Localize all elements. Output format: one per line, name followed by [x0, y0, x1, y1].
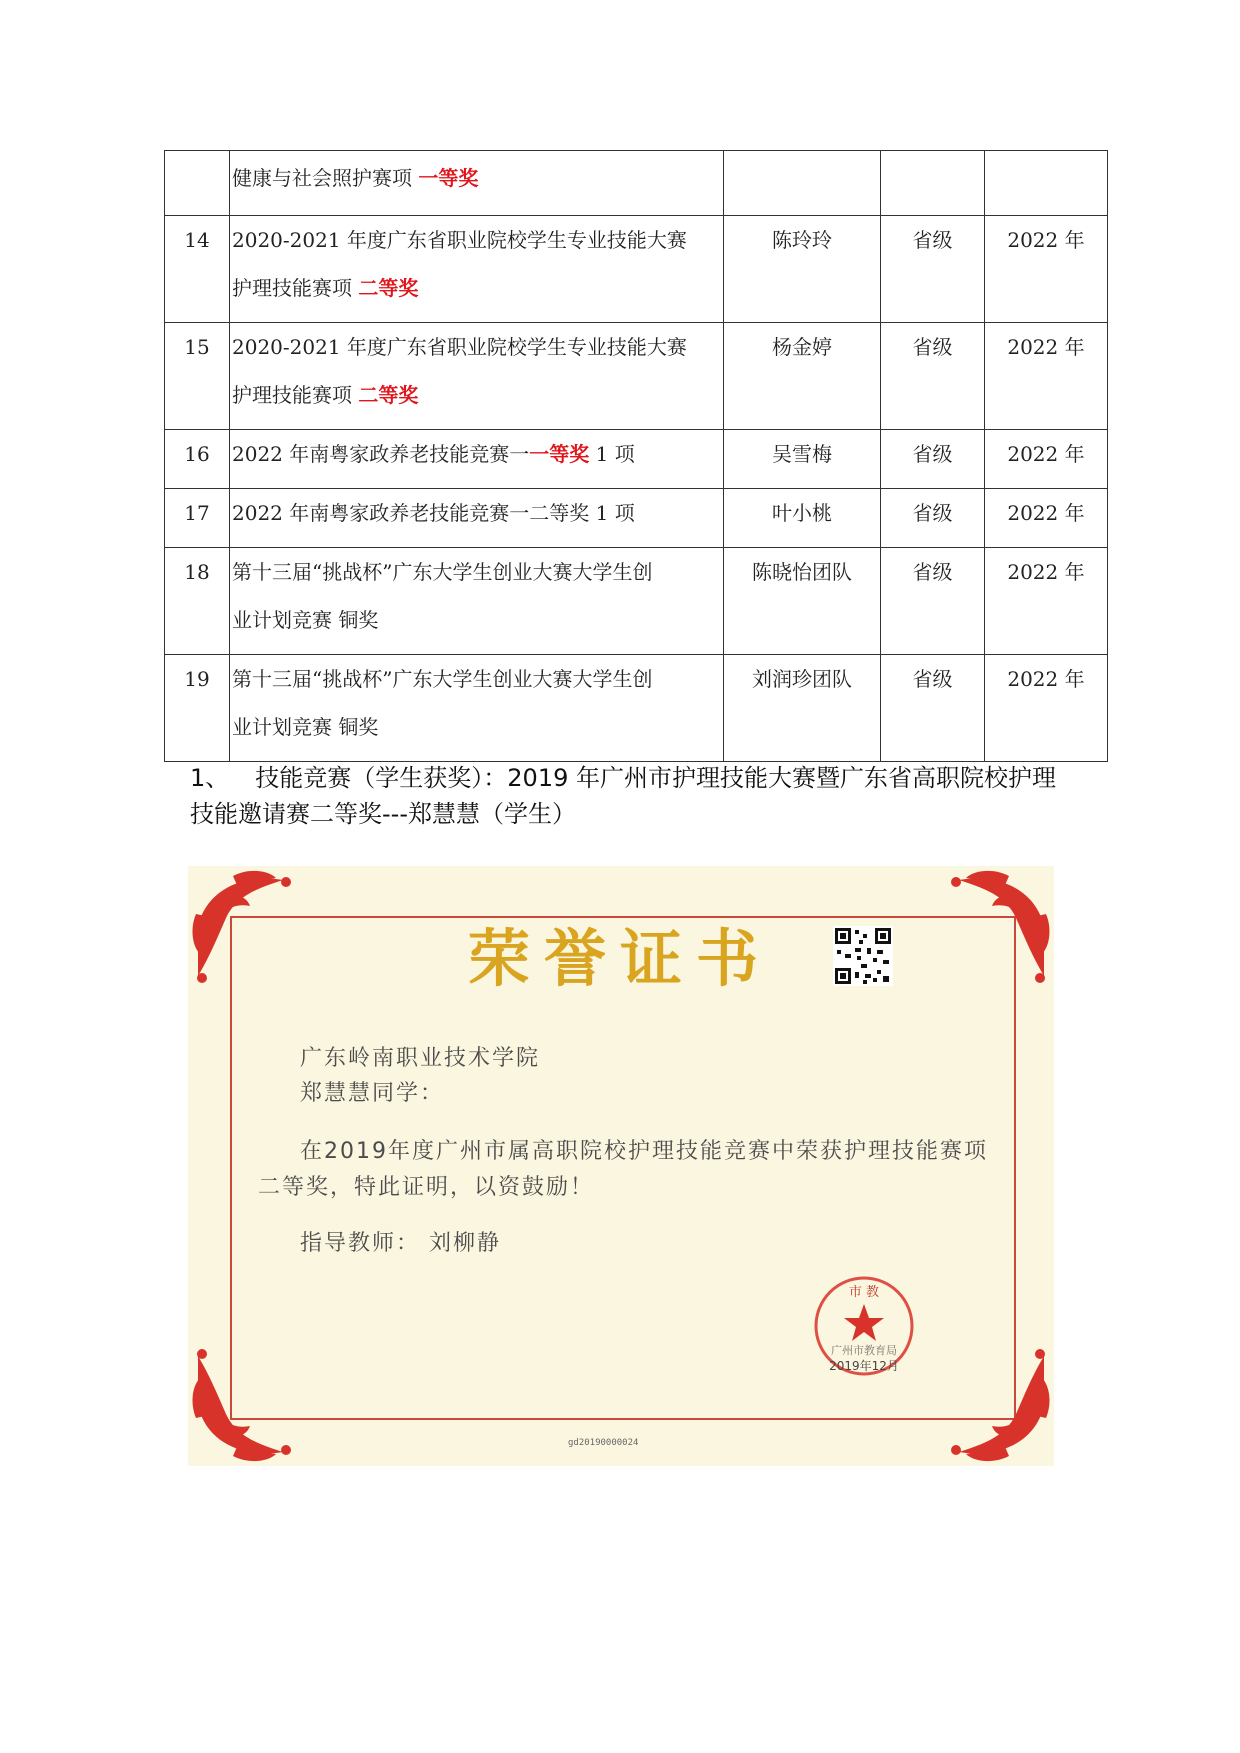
- award-level: 省级: [881, 323, 985, 430]
- certificate-body-line-2: 二等奖，特此证明，以资鼓励！: [258, 1175, 595, 1200]
- award-year: 2022 年: [985, 655, 1108, 762]
- student-name: 郑慧慧同学：: [300, 1081, 445, 1106]
- award-level: 省级: [881, 655, 985, 762]
- description-line: 第十三届“挑战杯”广东大学生创业大赛大学生创: [232, 667, 653, 691]
- qr-code-icon: [833, 926, 893, 986]
- seal-top-text: 市 教: [848, 1285, 880, 1300]
- table-row: [165, 323, 1108, 430]
- award-year: 2022 年: [985, 216, 1108, 323]
- award-level: 省级: [881, 548, 985, 655]
- table-row: [165, 489, 1108, 548]
- table-row: [165, 216, 1108, 323]
- description-line: 护理技能赛项: [232, 383, 359, 407]
- official-seal-icon: [812, 1274, 916, 1378]
- description-line: 2022 年南粤家政养老技能竞赛一: [232, 442, 530, 466]
- heading-line-2: 技能邀请赛二等奖---郑慧慧（学生）: [190, 800, 576, 828]
- award-description: [230, 430, 724, 489]
- description-line: 2020-2021 年度广东省职业院校学生专业技能大赛: [232, 335, 687, 359]
- winner-name: 叶小桃: [724, 489, 881, 548]
- winner-name: 陈玲玲: [724, 216, 881, 323]
- award-description: [230, 323, 724, 430]
- description-line: 2020-2021 年度广东省职业院校学生专业技能大赛: [232, 228, 687, 252]
- certificate-code: gd20190000024: [568, 1438, 639, 1448]
- section-heading: [190, 760, 1070, 832]
- certificate-title: 荣誉证书: [468, 922, 773, 995]
- description-suffix: 1 项: [589, 442, 635, 466]
- school-name: 广东岭南职业技术学院: [300, 1046, 541, 1071]
- award-level-highlight: 二等奖: [358, 383, 419, 407]
- table-row: [165, 655, 1108, 762]
- award-year: 2022 年: [985, 489, 1108, 548]
- table-row: [165, 548, 1108, 655]
- winner-name: 刘润珍团队: [724, 655, 881, 762]
- corner-ornament-icon: [188, 1336, 318, 1466]
- award-year: 2022 年: [985, 430, 1108, 489]
- advisor-line: 指导教师： 刘柳静: [300, 1231, 501, 1256]
- certificate-body-line-1: 在2019年度广州市属高职院校护理技能竞赛中荣获护理技能赛项: [300, 1139, 988, 1164]
- certificate-date: 2019年12月: [829, 1359, 899, 1373]
- award-description: [230, 548, 724, 655]
- description-line: 2022 年南粤家政养老技能竞赛一二等奖 1 项: [232, 501, 635, 525]
- award-year: 2022 年: [985, 548, 1108, 655]
- description-line: 第十三届“挑战杯”广东大学生创业大赛大学生创: [232, 560, 653, 584]
- corner-ornament-icon: [924, 866, 1054, 996]
- award-level: [881, 151, 985, 216]
- award-year: [985, 151, 1108, 216]
- row-number: 15: [165, 323, 230, 430]
- award-year: 2022 年: [985, 323, 1108, 430]
- awards-table: [164, 150, 1108, 762]
- award-description: [230, 216, 724, 323]
- row-number: 14: [165, 216, 230, 323]
- winner-name: 杨金婷: [724, 323, 881, 430]
- description-line: 健康与社会照护赛项: [232, 166, 419, 190]
- award-level-highlight: 二等奖: [358, 276, 419, 300]
- winner-name: 陈晓怡团队: [724, 548, 881, 655]
- row-number: [165, 151, 230, 216]
- award-level: 省级: [881, 216, 985, 323]
- heading-number: 1、: [190, 764, 230, 792]
- description-line: 护理技能赛项: [232, 276, 359, 300]
- award-level: 省级: [881, 489, 985, 548]
- row-number: 17: [165, 489, 230, 548]
- row-number: 16: [165, 430, 230, 489]
- winner-name: [724, 151, 881, 216]
- seal-issuer-text: 广州市教育局: [831, 1344, 897, 1357]
- award-description: [230, 151, 724, 216]
- row-number: 19: [165, 655, 230, 762]
- description-line: 业计划竞赛 铜奖: [232, 608, 379, 632]
- description-line: 业计划竞赛 铜奖: [232, 715, 379, 739]
- award-description: [230, 489, 724, 548]
- award-level-highlight: 一等奖: [418, 166, 479, 190]
- award-level: 省级: [881, 430, 985, 489]
- award-level-highlight: 一等奖: [529, 442, 590, 466]
- table-row: [165, 430, 1108, 489]
- row-number: 18: [165, 548, 230, 655]
- award-description: [230, 655, 724, 762]
- heading-line-1: 技能竞赛（学生获奖）：2019 年广州市护理技能大赛暨广东省高职院校护理: [255, 764, 1056, 792]
- winner-name: 吴雪梅: [724, 430, 881, 489]
- table-row: [165, 151, 1108, 216]
- corner-ornament-icon: [924, 1336, 1054, 1466]
- corner-ornament-icon: [188, 866, 318, 996]
- honor-certificate: [188, 866, 1054, 1466]
